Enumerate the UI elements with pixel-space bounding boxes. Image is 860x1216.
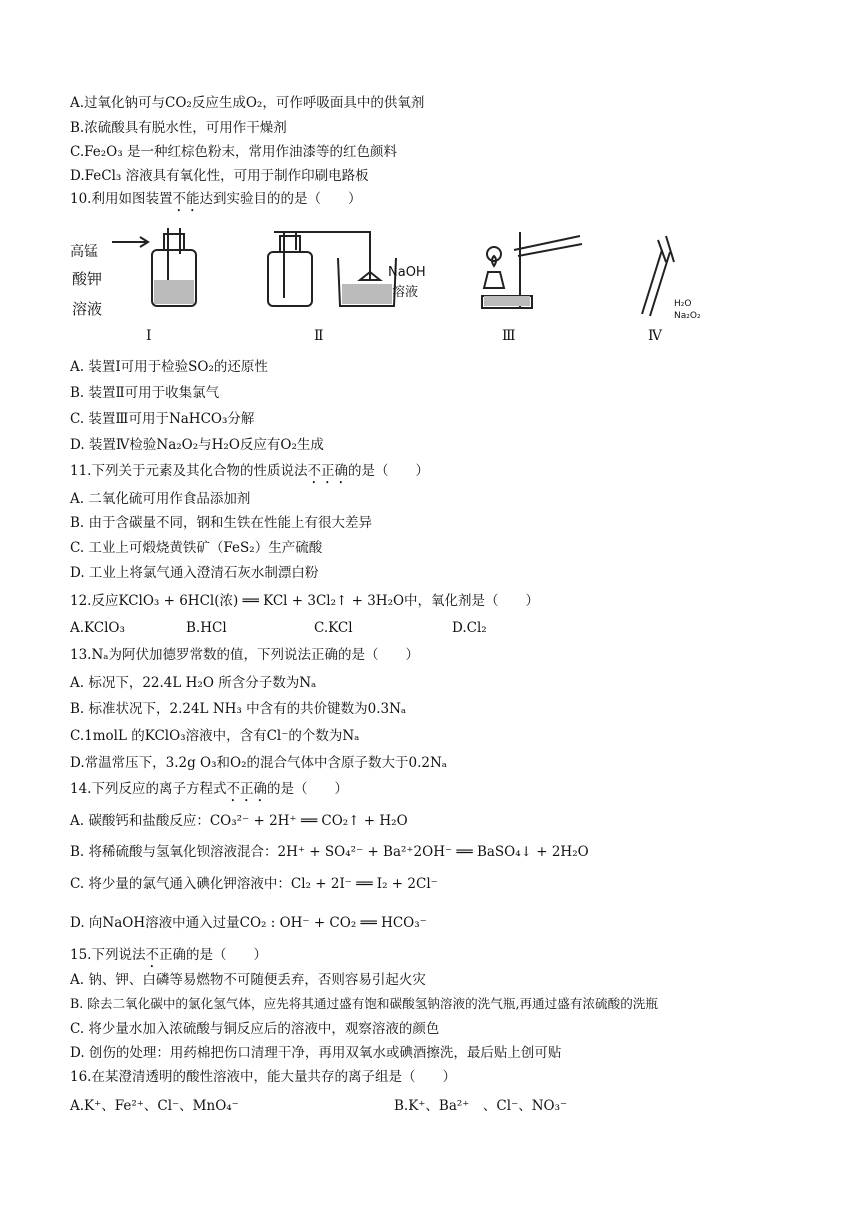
figure-label-4: Ⅳ xyxy=(648,328,662,344)
q15-stem: 15.下列说法不正确的是（ ） xyxy=(70,947,267,963)
app1-label-3: 溶液 xyxy=(72,300,103,318)
q13-option-b: B. 标准状况下，2.24L NH₃ 中含有的共价键数为0.3Nₐ xyxy=(70,701,407,717)
test-tube-4 xyxy=(642,250,662,314)
figure-label-2: Ⅱ xyxy=(314,328,324,344)
q10-option-b: B. 装置Ⅱ可用于收集氯气 xyxy=(70,385,220,401)
q10-option-a: A. 装置Ⅰ可用于检验SO₂的还原性 xyxy=(70,359,268,375)
q14-stem: 14.下列反应的离子方程式不正确的是（ ） xyxy=(70,781,348,797)
q16-option-b: B.K⁺、Ba²⁺ 、Cl⁻、NO₃⁻ xyxy=(394,1098,568,1114)
q12-option-b: B.HCl xyxy=(186,620,227,636)
q11-stem: 11.下列关于元素及其化合物的性质说法不正确的是（ ） xyxy=(70,463,429,479)
q12-option-c: C.KCl xyxy=(314,620,353,636)
app1-label-1: 高锰 xyxy=(70,244,98,260)
gas-bottle-2 xyxy=(268,252,312,306)
q15-option-b: B. 除去二氧化碳中的氯化氢气体，应先将其通过盛有饱和碳酸氢钠溶液的洗气瓶,再通过盛有浓硫酸的洗瓶 xyxy=(70,996,658,1011)
q9-option-b: B.浓硫酸具有脱水性，可用作干燥剂 xyxy=(70,120,287,136)
q10-emphasis: 不能 xyxy=(172,191,200,207)
q11-emphasis: 不正确 xyxy=(307,463,348,479)
app2-label-1: NaOH xyxy=(388,265,426,280)
app4-label-1: H₂O xyxy=(674,299,692,309)
q12-option-d: D.Cl₂ xyxy=(452,620,487,636)
q9-option-d: D.FeCl₃ 溶液具有氧化性，可用于制作印刷电路板 xyxy=(70,168,369,184)
q13-option-a: A. 标况下，22.4L H₂O 所含分子数为Nₐ xyxy=(70,675,317,691)
q12-options xyxy=(70,620,670,638)
q16-options xyxy=(70,1094,670,1112)
q13-option-d: D.常温常压下，3.2g O₃和O₂的混合气体中含原子数大于0.2Nₐ xyxy=(70,755,447,771)
q14-option-c: C. 将少量的氯气通入碘化钾溶液中：Cl₂ + 2I⁻ ══ I₂ + 2Cl⁻ xyxy=(70,876,438,892)
apparatus-figure xyxy=(70,222,790,348)
test-tube-3 xyxy=(514,236,580,250)
q15-emphasis: 不 xyxy=(145,947,159,963)
q9-option-c: C.Fe₂O₃ 是一种红棕色粉末，常用作油漆等的红色颜料 xyxy=(70,144,397,160)
figure-label-1: Ⅰ xyxy=(146,328,152,344)
q10-option-c: C. 装置Ⅲ可用于NaHCO₃分解 xyxy=(70,411,255,427)
q15-option-c: C. 将少量水加入浓硫酸与铜反应后的溶液中，观察溶液的颜色 xyxy=(70,1021,440,1037)
app2-label-2: 溶液 xyxy=(392,285,419,300)
q16-stem: 16.在某澄清透明的酸性溶液中，能大量共存的离子组是（ ） xyxy=(70,1069,456,1085)
q15-option-d: D. 创伤的处理：用药棉把伤口清理干净，再用双氧水或碘酒擦洗，最后贴上创可贴 xyxy=(70,1045,562,1061)
q14-emphasis: 不正确 xyxy=(226,781,267,797)
q10-option-d: D. 装置Ⅳ检验Na₂O₂与H₂O反应有O₂生成 xyxy=(70,437,324,453)
figure-label-3: Ⅲ xyxy=(502,328,516,344)
q12-option-a: A.KClO₃ xyxy=(70,620,125,636)
q10-stem: 10.利用如图装置不能达到实验目的的是（ ） xyxy=(70,191,362,207)
q11-option-b: B. 由于含碳量不同，钢和生铁在性能上有很大差异 xyxy=(70,515,373,531)
q14-option-b: B. 将稀硫酸与氢氧化钡溶液混合：2H⁺ + SO₄²⁻ + Ba²⁺2OH⁻ ══ BaSO₄↓ + 2H₂O xyxy=(70,844,589,860)
q13-option-c: C.1molL 的KClO₃溶液中，含有Cl⁻的个数为Nₐ xyxy=(70,728,360,744)
q11-option-a: A. 二氧化硫可用作食品添加剂 xyxy=(70,491,251,507)
apparatus-drawing xyxy=(70,222,790,326)
q11-option-d: D. 工业上将氯气通入澄清石灰水制漂白粉 xyxy=(70,565,319,581)
app4-label-2: Na₂O₂ xyxy=(674,311,701,321)
q9-option-a: A.过氧化钠可与CO₂反应生成O₂，可作呼吸面具中的供氧剂 xyxy=(70,95,425,111)
q15-option-a: A. 钠、钾、白磷等易燃物不可随便丢弃，否则容易引起火灾 xyxy=(70,972,426,988)
q14-option-a: A. 碳酸钙和盐酸反应：CO₃²⁻ + 2H⁺ ══ CO₂↑ + H₂O xyxy=(70,813,408,829)
app1-label-2: 酸钾 xyxy=(72,270,103,288)
q16-option-a: A.K⁺、Fe²⁺、Cl⁻、MnO₄⁻ xyxy=(70,1098,239,1114)
q12-stem: 12.反应KClO₃ + 6HCl(浓) ══ KCl + 3Cl₂↑ + 3H₂O中，氧化剂是（ ） xyxy=(70,593,540,609)
q14-option-d: D. 向NaOH溶液中通入过量CO₂ : OH⁻ + CO₂ ══ HCO₃⁻ xyxy=(70,915,427,931)
q11-option-c: C. 工业上可煅烧黄铁矿（FeS₂）生产硫酸 xyxy=(70,540,323,556)
q13-stem: 13.Nₐ为阿伏加德罗常数的值，下列说法正确的是（ ） xyxy=(70,647,419,663)
